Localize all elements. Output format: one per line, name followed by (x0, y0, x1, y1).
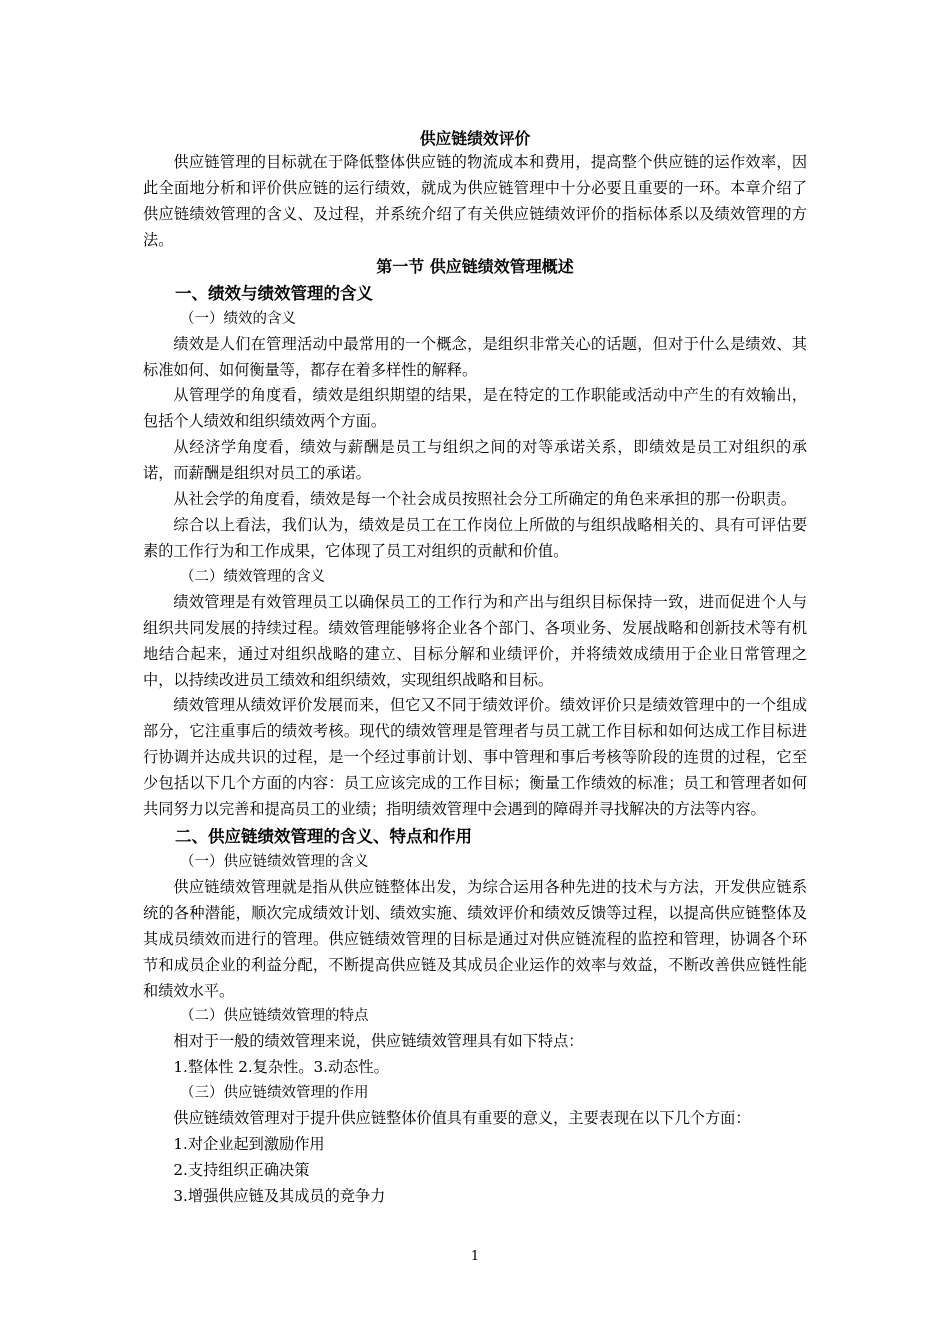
paragraph: 绩效管理是有效管理员工以确保员工的工作行为和产出与组织目标保持一致，进而促进个人与组织共同发展的持续过程。绩效管理能够将企业各个部门、各项业务、发展战略和创新技术等有机地结合起来，通过对组织战略的建立、目标分解和业绩评价，并将绩效成绩用于企业日常管理之中，以持续改进员工绩效和组织绩效，实现组织战略和目标。 (143, 592, 807, 689)
subheading-2-2: （二）供应链绩效管理的特点 (180, 1008, 369, 1025)
paragraph: 综合以上看法，我们认为，绩效是员工在工作岗位上所做的与组织战略相关的、具有可评估要素的工作行为和工作成果，它体现了员工对组织的贡献和价值。 (143, 515, 807, 560)
subheading-1-2: （二）绩效管理的含义 (180, 568, 325, 585)
document-title: 供应链绩效评价 (419, 129, 531, 148)
list-item: 1.对企业起到激励作用 (173, 1135, 325, 1154)
paragraph: 相对于一般的绩效管理来说，供应链绩效管理具有如下特点： (173, 1032, 584, 1051)
subheading-1-1: （一）绩效的含义 (180, 310, 296, 327)
document-body (143, 128, 807, 1210)
paragraph: 供应链绩效管理就是指从供应链整体出发，为综合运用各种先进的技术与方法，开发供应链系统的各种潜能，顺次完成绩效计划、绩效实施、绩效评价和绩效反馈等过程，以提高供应链整体及其成员绩效而进行的管理。供应链绩效管理的目标是通过对供应链流程的监控和管理，协调各个环节和成员企业的利益分配，不断提高供应链及其成员企业运作的效率与效益，不断改善供应链性能和绩效水平。 (143, 877, 807, 1000)
paragraph: 从管理学的角度看，绩效是组织期望的结果，是在特定的工作职能或活动中产生的有效输出，包括个人绩效和组织绩效两个方面。 (143, 386, 807, 431)
intro-paragraph: 供应链管理的目标就在于降低整体供应链的物流成本和费用，提高整个供应链的运作效率，因此全面地分析和评价供应链的运行绩效，就成为供应链管理中十分必要且重要的一环。本章介绍了供应链绩效管理的含义、及过程，并系统介绍了有关供应链绩效评价的指标体系以及绩效管理的方法。 (143, 153, 807, 249)
paragraph: 绩效是人们在管理活动中最常用的一个概念，是组织非常关心的话题，但对于什么是绩效、其标准如何、如何衡量等，都存在着多样性的解释。 (143, 334, 807, 379)
subheading-2-1: （一）供应链绩效管理的含义 (180, 853, 369, 870)
heading-1: 一、绩效与绩效管理的含义 (175, 283, 373, 303)
list-item: 1.整体性 2.复杂性。3.动态性。 (173, 1058, 389, 1077)
subheading-2-3: （三）供应链绩效管理的作用 (180, 1085, 369, 1102)
list-item: 2.支持组织正确决策 (173, 1161, 310, 1180)
page-number: 1 (470, 1249, 480, 1264)
paragraph: 从社会学的角度看，绩效是每一个社会成员按照社会分工所确定的角色来承担的那一份职责。 (173, 490, 797, 509)
list-item: 3.增强供应链及其成员的竞争力 (173, 1187, 386, 1205)
paragraph: 绩效管理从绩效评价发展而来，但它又不同于绩效评价。绩效评价只是绩效管理中的一个组成部分，它注重事后的绩效考核。现代的绩效管理是管理者与员工就工作目标和如何达成工作目标进行协调并达成共识的过程，是一个经过事前计划、事中管理和事后考核等阶段的连贯的过程，它至少包括以下几个方面的内容：员工应该完成的工作目标；衡量工作绩效的标准；员工和管理者如何共同努力以完善和提高员工的业绩；指明绩效管理中会遇到的障碍并寻找解决的方法等内容。 (143, 696, 807, 819)
paragraph: 供应链绩效管理对于提升供应链整体价值具有重要的意义，主要表现在以下几个方面： (173, 1109, 751, 1128)
heading-2: 二、供应链绩效管理的含义、特点和作用 (175, 826, 472, 846)
section-title: 第一节 供应链绩效管理概述 (376, 256, 574, 276)
paragraph: 从经济学角度看，绩效与薪酬是员工与组织之间的对等承诺关系，即绩效是员工对组织的承诺，而薪酬是组织对员工的承诺。 (143, 438, 807, 483)
